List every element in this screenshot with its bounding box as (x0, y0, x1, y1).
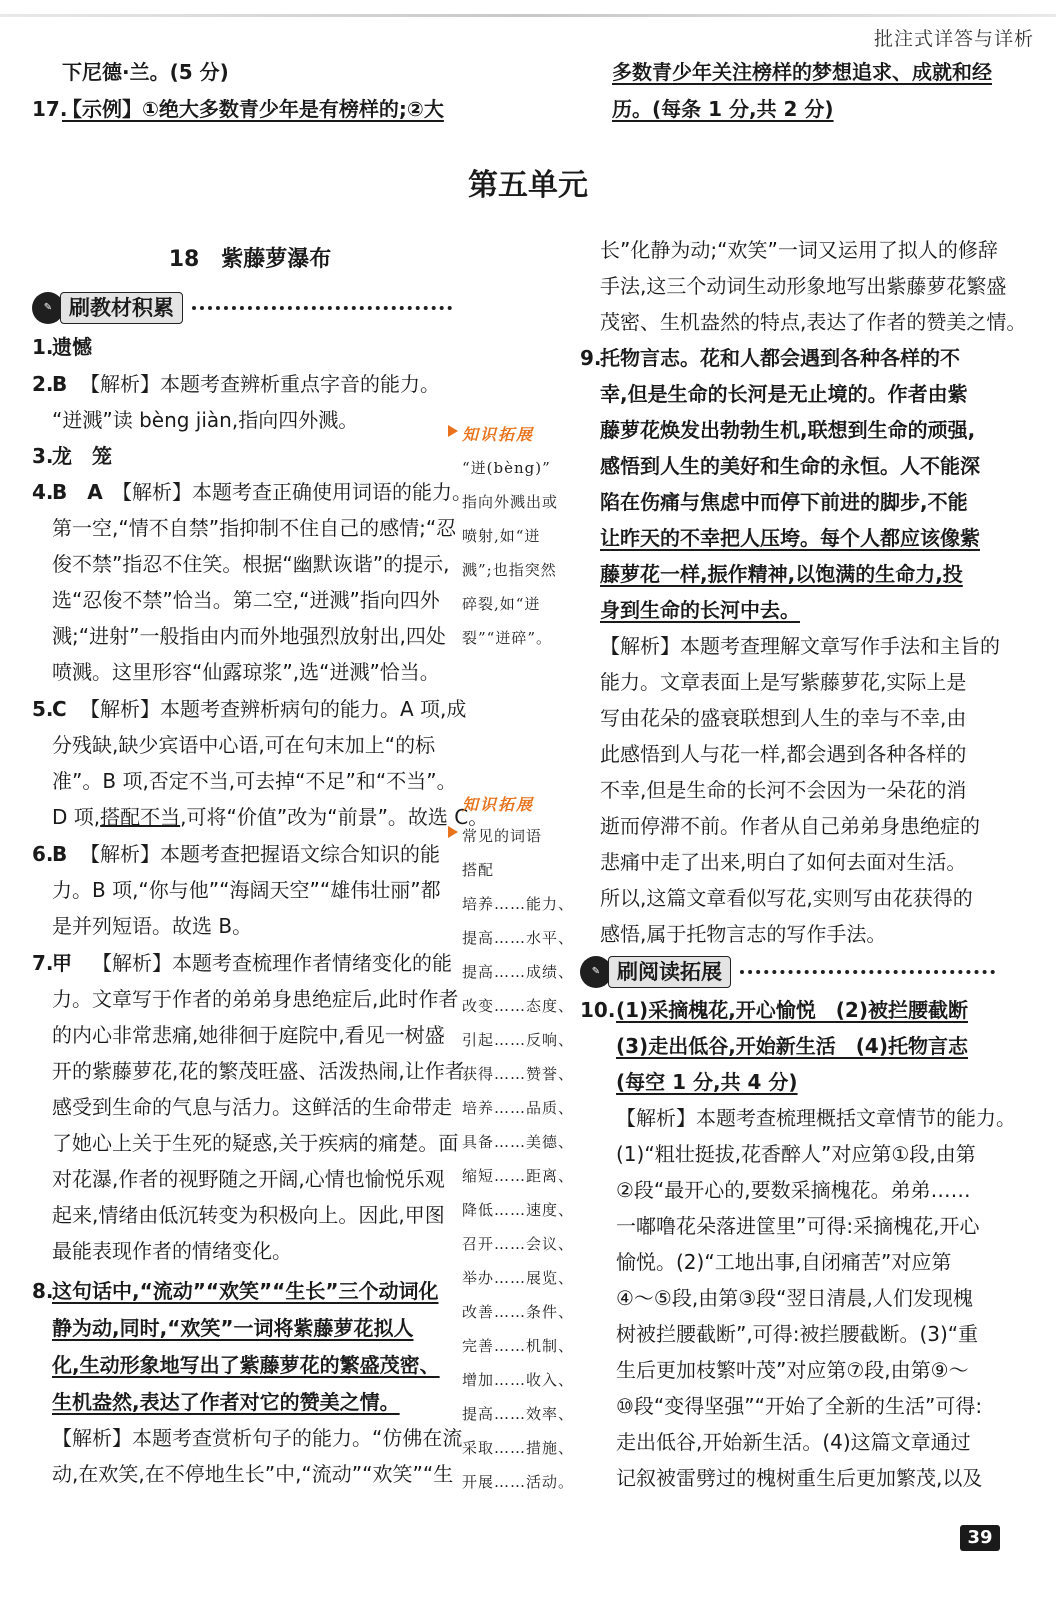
q10-analysis-line: ④～⑤段,由第③段“翌日清晨,人们发现槐 (616, 1286, 973, 1310)
header-rule (0, 14, 1056, 17)
section-label: 刷教材积累 (60, 292, 183, 324)
q2-analysis: 【解析】本题考查辨析重点字音的能力。 (80, 372, 440, 396)
q10-analysis-line: 愉悦。(2)“工地出事,自闭痛苦”对应第 (616, 1250, 952, 1274)
q9-answer-line: 身到生命的长河中去。 (600, 598, 800, 622)
q7-analysis: 【解析】本题考查梳理作者情绪变化的能 (92, 951, 452, 975)
q8-analysis-line: 动,在欢笑,在不停地生长”中,“流动”“欢笑”“生 (52, 1462, 454, 1486)
q5-analysis: 【解析】本题考查辨析病句的能力。A 项,成 (80, 697, 467, 721)
q9-analysis-line: 写由花朵的盛衰联想到人生的幸与不幸,由 (600, 706, 967, 730)
q4-analysis: 【解析】本题考查正确使用词语的能力。 (112, 480, 472, 504)
q8-analysis: 【解析】本题考查赏析句子的能力。“仿佛在流 (52, 1426, 463, 1450)
q9-analysis: 【解析】本题考查理解文章写作手法和主旨的 (600, 634, 1000, 658)
tip-line: 搭配 (462, 861, 495, 879)
q10-analysis: 【解析】本题考查梳理概括文章情节的能力。 (616, 1106, 1016, 1130)
q10-number: 10. (580, 998, 616, 1022)
q3-number: 3. (32, 444, 54, 468)
q5-analysis-line (52, 800, 488, 834)
q8-answer-line: 静为动,同时,“欢笑”一词将紫藤萝花拟人 (52, 1316, 414, 1340)
tip-heading: 知识拓展 (462, 425, 535, 444)
q9-analysis-line: 感悟,属于托物言志的写作手法。 (600, 922, 887, 946)
tip-line: 完善……机制、 (462, 1337, 575, 1355)
tip-line: 培养……品质、 (462, 1099, 575, 1117)
q10-answer-line: (1)采摘槐花,开心愉悦 (2)被拦腰截断 (616, 998, 968, 1022)
q5-text-b: ,可将“价值”改为“前景”。故选 C。 (180, 805, 489, 829)
tip-line: 采取……措施、 (462, 1439, 575, 1457)
q8-answer-line: 化,生动形象地写出了紫藤萝花的繁盛茂密、 (52, 1353, 440, 1377)
q17-number: 17. (32, 97, 68, 121)
tip-line: 裂”“迸碎”。 (462, 629, 553, 647)
q9-analysis-line: 能力。文章表面上是写紫藤萝花,实际上是 (600, 670, 967, 694)
tip-line: 举办……展览、 (462, 1269, 575, 1287)
tip-line: 常见的词语 (462, 827, 543, 845)
tip-line: 改善……条件、 (462, 1303, 575, 1321)
tip-line: 指向外溅出或 (462, 493, 559, 511)
q9-answer-line: 陷在伤痛与焦虑中而停下前进的脚步,不能 (600, 490, 968, 514)
tip-line: 增加……收入、 (462, 1371, 575, 1389)
tip-line: 引起……反响、 (462, 1031, 575, 1049)
q8-answer-line: 这句话中,“流动”“欢笑”“生长”三个动词化 (52, 1279, 439, 1303)
q2-analysis-line: “迸溅”读 bèng jiàn,指向四外溅。 (52, 408, 359, 432)
section-badge-icon: ✎ (32, 292, 64, 324)
q9-answer-line: 托物言志。花和人都会遇到各种各样的不 (600, 346, 960, 370)
q17-answer-cont-1: 多数青少年关注榜样的梦想追求、成就和经 (612, 60, 992, 84)
tip-line: 具备……美德、 (462, 1133, 575, 1151)
q6-answer: B (52, 842, 68, 866)
section-header-reading (580, 956, 1000, 986)
unit-title: 第五单元 (468, 168, 588, 203)
section-divider (192, 306, 452, 310)
q7-analysis-line: 力。文章写于作者的弟弟身患绝症后,此时作者 (52, 987, 459, 1011)
q9-analysis-line: 悲痛中走了出来,明白了如何去面对生活。 (600, 850, 967, 874)
q10-answer-line: (每空 1 分,共 4 分) (616, 1070, 798, 1094)
tip-line: 开展……活动。 (462, 1473, 575, 1491)
tip-line: 提高……水平、 (462, 929, 575, 947)
q9-answer-line: 让昨天的不幸把人压垮。每个人都应该像紫 (600, 526, 980, 550)
q9-answer-line: 藤萝花一样,振作精神,以饱满的生命力,投 (600, 562, 963, 586)
tip-line: 改变……态度、 (462, 997, 575, 1015)
q6-analysis-line: 是并列短语。故选 B。 (52, 914, 253, 938)
tip-line: 召开……会议、 (462, 1235, 575, 1253)
q7-analysis-line: 最能表现作者的情绪变化。 (52, 1239, 292, 1263)
header-title: 批注式详答与详析 (873, 28, 1034, 50)
q9-answer-line: 感悟到人生的美好和生命的永恒。人不能深 (600, 454, 980, 478)
q5-analysis-line: 准”。B 项,否定不当,可去掉“不足”和“不当”。 (52, 769, 457, 793)
q10-analysis-line: 一嘟噜花朵落进筐里”可得:采摘槐花,开心 (616, 1214, 980, 1238)
carryover-line: 下尼德·兰。(5 分) (62, 60, 229, 84)
q7-analysis-line: 的内心非常悲痛,她徘徊于庭院中,看见一树盛 (52, 1023, 445, 1047)
q8-analysis-cont: 长”化静为动;“欢笑”一词又运用了拟人的修辞 (600, 238, 998, 262)
tip-line: 缩短……距离、 (462, 1167, 575, 1185)
lesson-title: 18 紫藤萝瀑布 (168, 247, 332, 272)
q17-answer: 【示例】①绝大多数青少年是有榜样的;②大 (62, 97, 444, 121)
section-header-textbook (32, 292, 452, 322)
q6-analysis-line: 力。B 项,“你与他”“海阔天空”“雄伟壮丽”都 (52, 878, 441, 902)
tip-line: 溅”;也指突然 (462, 561, 557, 579)
q10-answer-line: (3)走出低谷,开始新生活 (4)托物言志 (616, 1034, 968, 1058)
section-divider (740, 970, 995, 974)
q4-analysis-line: 选“忍俊不禁”恰当。第二空,“迸溅”指向四外 (52, 588, 440, 612)
q9-number: 9. (580, 346, 602, 370)
q10-analysis-line: 生后更加枝繁叶茂”对应第⑦段,由第⑨～ (616, 1358, 969, 1382)
q17-answer-cont-2: 历。(每条 1 分,共 2 分) (612, 97, 834, 121)
q10-analysis-line: 树被拦腰截断”,可得:被拦腰截断。(3)“重 (616, 1322, 979, 1346)
q7-analysis-line: 感受到生命的气息与活力。这鲜活的生命带走 (52, 1095, 452, 1119)
tip-arrow-icon (448, 425, 458, 437)
tip-heading: 知识拓展 (462, 795, 535, 814)
q4-number: 4. (32, 480, 54, 504)
q9-analysis-line: 所以,这篇文章看似写花,实则写由花获得的 (600, 886, 973, 910)
q7-number: 7. (32, 951, 54, 975)
q1-number: 1. (32, 335, 54, 359)
tip-line: 碎裂,如“迸 (462, 595, 541, 613)
page-number: 39 (960, 1525, 1000, 1551)
q8-answer-line: 生机盎然,表达了作者对它的赞美之情。 (52, 1390, 400, 1414)
q10-analysis-line: ⑩段“变得坚强”“开始了全新的生活”可得: (616, 1394, 983, 1418)
tip-line: 获得……赞誉、 (462, 1065, 575, 1083)
q4-analysis-line: 第一空,“情不自禁”指抑制不住自己的感情;“忍 (52, 516, 457, 540)
tip-line: 降低……速度、 (462, 1201, 575, 1219)
q8-number: 8. (32, 1279, 54, 1303)
q1-answer: 遗憾 (52, 335, 92, 359)
q5-text-underlined: 搭配不当 (100, 805, 181, 829)
q9-analysis-line: 不幸,但是生命的长河不会因为一朵花的消 (600, 778, 967, 802)
tip-line: 培养……能力、 (462, 895, 575, 913)
q4-answer: B A (52, 480, 103, 504)
section-badge-icon: ✎ (580, 956, 612, 988)
q10-analysis-line: 记叙被雷劈过的槐树重生后更加繁茂,以及 (616, 1466, 983, 1490)
q10-analysis-line: ②段“最开心的,要数采摘槐花。弟弟…… (616, 1178, 971, 1202)
q6-number: 6. (32, 842, 54, 866)
q9-analysis-line: 逝而停滞不前。作者从自己弟弟身患绝症的 (600, 814, 980, 838)
q7-answer: 甲 (52, 951, 72, 975)
q9-answer-line: 藤萝花焕发出勃勃生机,联想到生命的顽强, (600, 418, 976, 442)
q2-number: 2. (32, 372, 54, 396)
q3-answer: 龙 笼 (52, 444, 112, 468)
tip-line: 提高……效率、 (462, 1405, 575, 1423)
q7-analysis-line: 对花瀑,作者的视野随之开阔,心情也愉悦乐观 (52, 1167, 445, 1191)
q4-analysis-line: 溅;“进射”一般指由内而外地强烈放射出,四处 (52, 624, 446, 648)
q5-number: 5. (32, 697, 54, 721)
q9-answer-line: 幸,但是生命的长河是无止境的。作者由紫 (600, 382, 968, 406)
q6-analysis: 【解析】本题考查把握语文综合知识的能 (80, 842, 440, 866)
q4-analysis-line: 俊不禁”指忍不住笑。根据“幽默诙谐”的提示, (52, 552, 450, 576)
q2-answer: B (52, 372, 68, 396)
tip-arrow-icon (448, 826, 458, 838)
q5-analysis-line: 分残缺,缺少宾语中心语,可在句末加上“的标 (52, 733, 436, 757)
q5-answer: C (52, 697, 67, 721)
q5-text-a: D 项, (52, 805, 101, 829)
q10-analysis-line: 走出低谷,开始新生活。(4)这篇文章通过 (616, 1430, 971, 1454)
tip-line: “迸(bèng)” (462, 459, 551, 477)
q8-analysis-cont: 手法,这三个动词生动形象地写出紫藤萝花繁盛 (600, 274, 1007, 298)
q9-analysis-line: 此感悟到人与花一样,都会遇到各种各样的 (600, 742, 967, 766)
q7-analysis-line: 起来,情绪由低沉转变为积极向上。因此,甲图 (52, 1203, 445, 1227)
q7-analysis-line: 了她心上关于生死的疑惑,关于疾病的痛楚。面 (52, 1131, 459, 1155)
q10-analysis-line: (1)“粗壮挺拔,花香醉人”对应第①段,由第 (616, 1142, 976, 1166)
q8-analysis-cont: 茂密、生机盎然的特点,表达了作者的赞美之情。 (600, 310, 1027, 334)
tip-line: 提高……成绩、 (462, 963, 575, 981)
q4-analysis-line: 喷溅。这里形容“仙露琼浆”,选“迸溅”恰当。 (52, 660, 440, 684)
q7-analysis-line: 开的紫藤萝花,花的繁茂旺盛、活泼热闹,让作者 (52, 1059, 465, 1083)
tip-line: 喷射,如“迸 (462, 527, 541, 545)
section-label: 刷阅读拓展 (608, 956, 731, 988)
